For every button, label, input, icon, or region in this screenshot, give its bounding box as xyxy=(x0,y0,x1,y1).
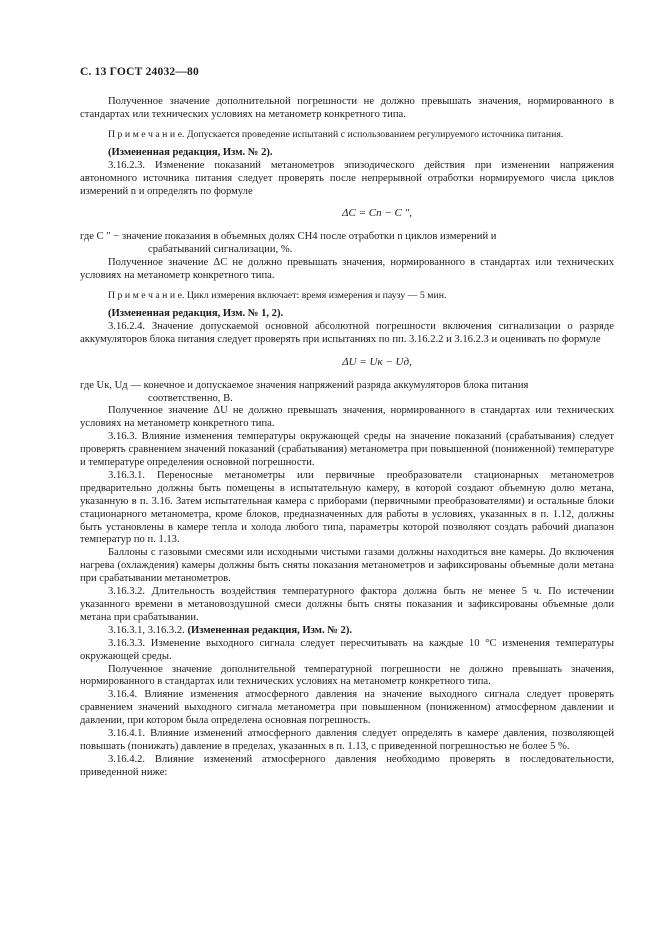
clause-3-16-2-3: 3.16.2.3. Изменение показаний метанометров эпизодического действия при изменении напряжения автономного источника питания следует проверять после непрерывной отработки нормируемого числа циклов измерений n и определять по формуле xyxy=(80,159,614,197)
formula-explanation: где Uк, Uд — конечное и допускаемое значения напряжений разряда аккумуляторов блока питания xyxy=(80,379,529,391)
clause-3-16-4-1: 3.16.4.1. Влияние изменений атмосферного давления следует определять в камере давления, позволяющей повышать (понижать) давление в пределах, указанных в п. 1.13, с приведенной погрешностью не более 5 %. xyxy=(80,728,614,752)
formula-delta-c: ΔC = Cn − C ″, xyxy=(342,207,412,220)
clause-3-16-3-1: 3.16.3.1. Переносные метанометры или первичные преобразователи стационарных метанометров предварительно должны быть помещены в испытательную камеру, в которой создают объемную долю метана, указанную в п. 3.16. Затем испытательная камера с приборами (первичными преобразователями) и остальные блоки стационарного метанометра, кроме блоков, предназначенных для работы в условиях, указанных в п. 1.12, должны быть установлены в камере тепла и холода любого типа, параметры которой позволяют создать рабочий диапазон температур по п. 1.13. xyxy=(80,469,614,546)
clause-3-16-4: 3.16.4. Влияние изменения атмосферного давления на значение выходного сигнала следует проверять сравнением значений выходного сигнала метанометра при повышенном (пониженном) атмосферном давлении и давлении, при котором была определена основная погрешность. xyxy=(80,689,614,727)
note: П р и м е ч а н и е. Цикл измерения включает: время измерения и паузу — 5 мин. xyxy=(108,289,447,301)
clause-3-16-3: 3.16.3. Влияние изменения температуры окружающей среды на значение показаний (срабатывания) следует проверять сравнением значений показаний (срабатывания) метанометра при повышенной (пониженной) температуре и температуре определения основной погрешности. xyxy=(80,431,614,469)
formula-explanation: где C ″ − значение показания в объемных долях CH4 после отработки n циклов измерений и xyxy=(80,231,497,243)
revision-note: 3.16.3.1, 3.16.3.2. (Измененная редакция, Изм. № 2). xyxy=(108,624,353,636)
paragraph: Полученное значение ΔU не должно превышать значения, нормированного в стандартах или технических условиях на метанометр конкретного типа. xyxy=(80,405,614,430)
paragraph: Баллоны с газовыми смесями или исходными чистыми газами должны находиться вне камеры. До включения нагрева (охлаждения) камеры должны быть сняты показания метанометров и зафиксированы объемные доли метана при срабатывании метанометров. xyxy=(80,547,614,585)
clause-3-16-3-3: 3.16.3.3. Изменение выходного сигнала следует пересчитывать на каждые 10 °С изменения температуры окружающей среды. xyxy=(80,637,614,662)
paragraph: Полученное значение ΔC не должно превышать значения, нормированного в стандартах или технических условиях на метанометр конкретного типа. xyxy=(80,257,614,282)
page-header: С. 13 ГОСТ 24032—80 xyxy=(80,66,199,78)
formula-explanation-cont: срабатываний сигнализации, %. xyxy=(148,244,293,256)
revision-note: (Измененная редакция, Изм. № 1, 2). xyxy=(108,307,284,319)
clause-3-16-3-2: 3.16.3.2. Длительность воздействия температурного фактора должна быть не менее 5 ч. По истечении указанного времени в метановоздушной смеси должны быть сняты показания и зафиксированы объемные доли метана при срабатывании. xyxy=(80,586,614,623)
revision-note: (Измененная редакция, Изм. № 2). xyxy=(108,146,273,158)
document-body xyxy=(80,96,614,780)
paragraph: Полученное значение дополнительной погрешности не должно превышать значения, нормированного в стандартах или технических условиях на метанометр конкретного типа. xyxy=(80,96,614,120)
clause-3-16-2-4: 3.16.2.4. Значение допускаемой основной абсолютной погрешности включения сигнализации о разряде аккумуляторов блока питания следует проверять при испытаниях по пп. 3.16.2.2 и 3.16.2.3 и оценивать по формуле xyxy=(80,320,614,345)
clause-3-16-4-2: 3.16.4.2. Влияние изменений атмосферного давления необходимо проверять в последовательности, приведенной ниже: xyxy=(80,753,614,778)
formula-delta-u: ΔU = Uк − Uд, xyxy=(342,355,412,368)
note: П р и м е ч а н и е. Допускается проведение испытаний с использованием регулируемого источника питания. xyxy=(108,128,564,140)
paragraph: Полученное значение дополнительной температурной погрешности не должно превышать значения, нормированного в стандартах или технических условиях на метанометр конкретного типа. xyxy=(80,663,614,688)
formula-explanation-cont: соответственно, В. xyxy=(148,392,233,404)
